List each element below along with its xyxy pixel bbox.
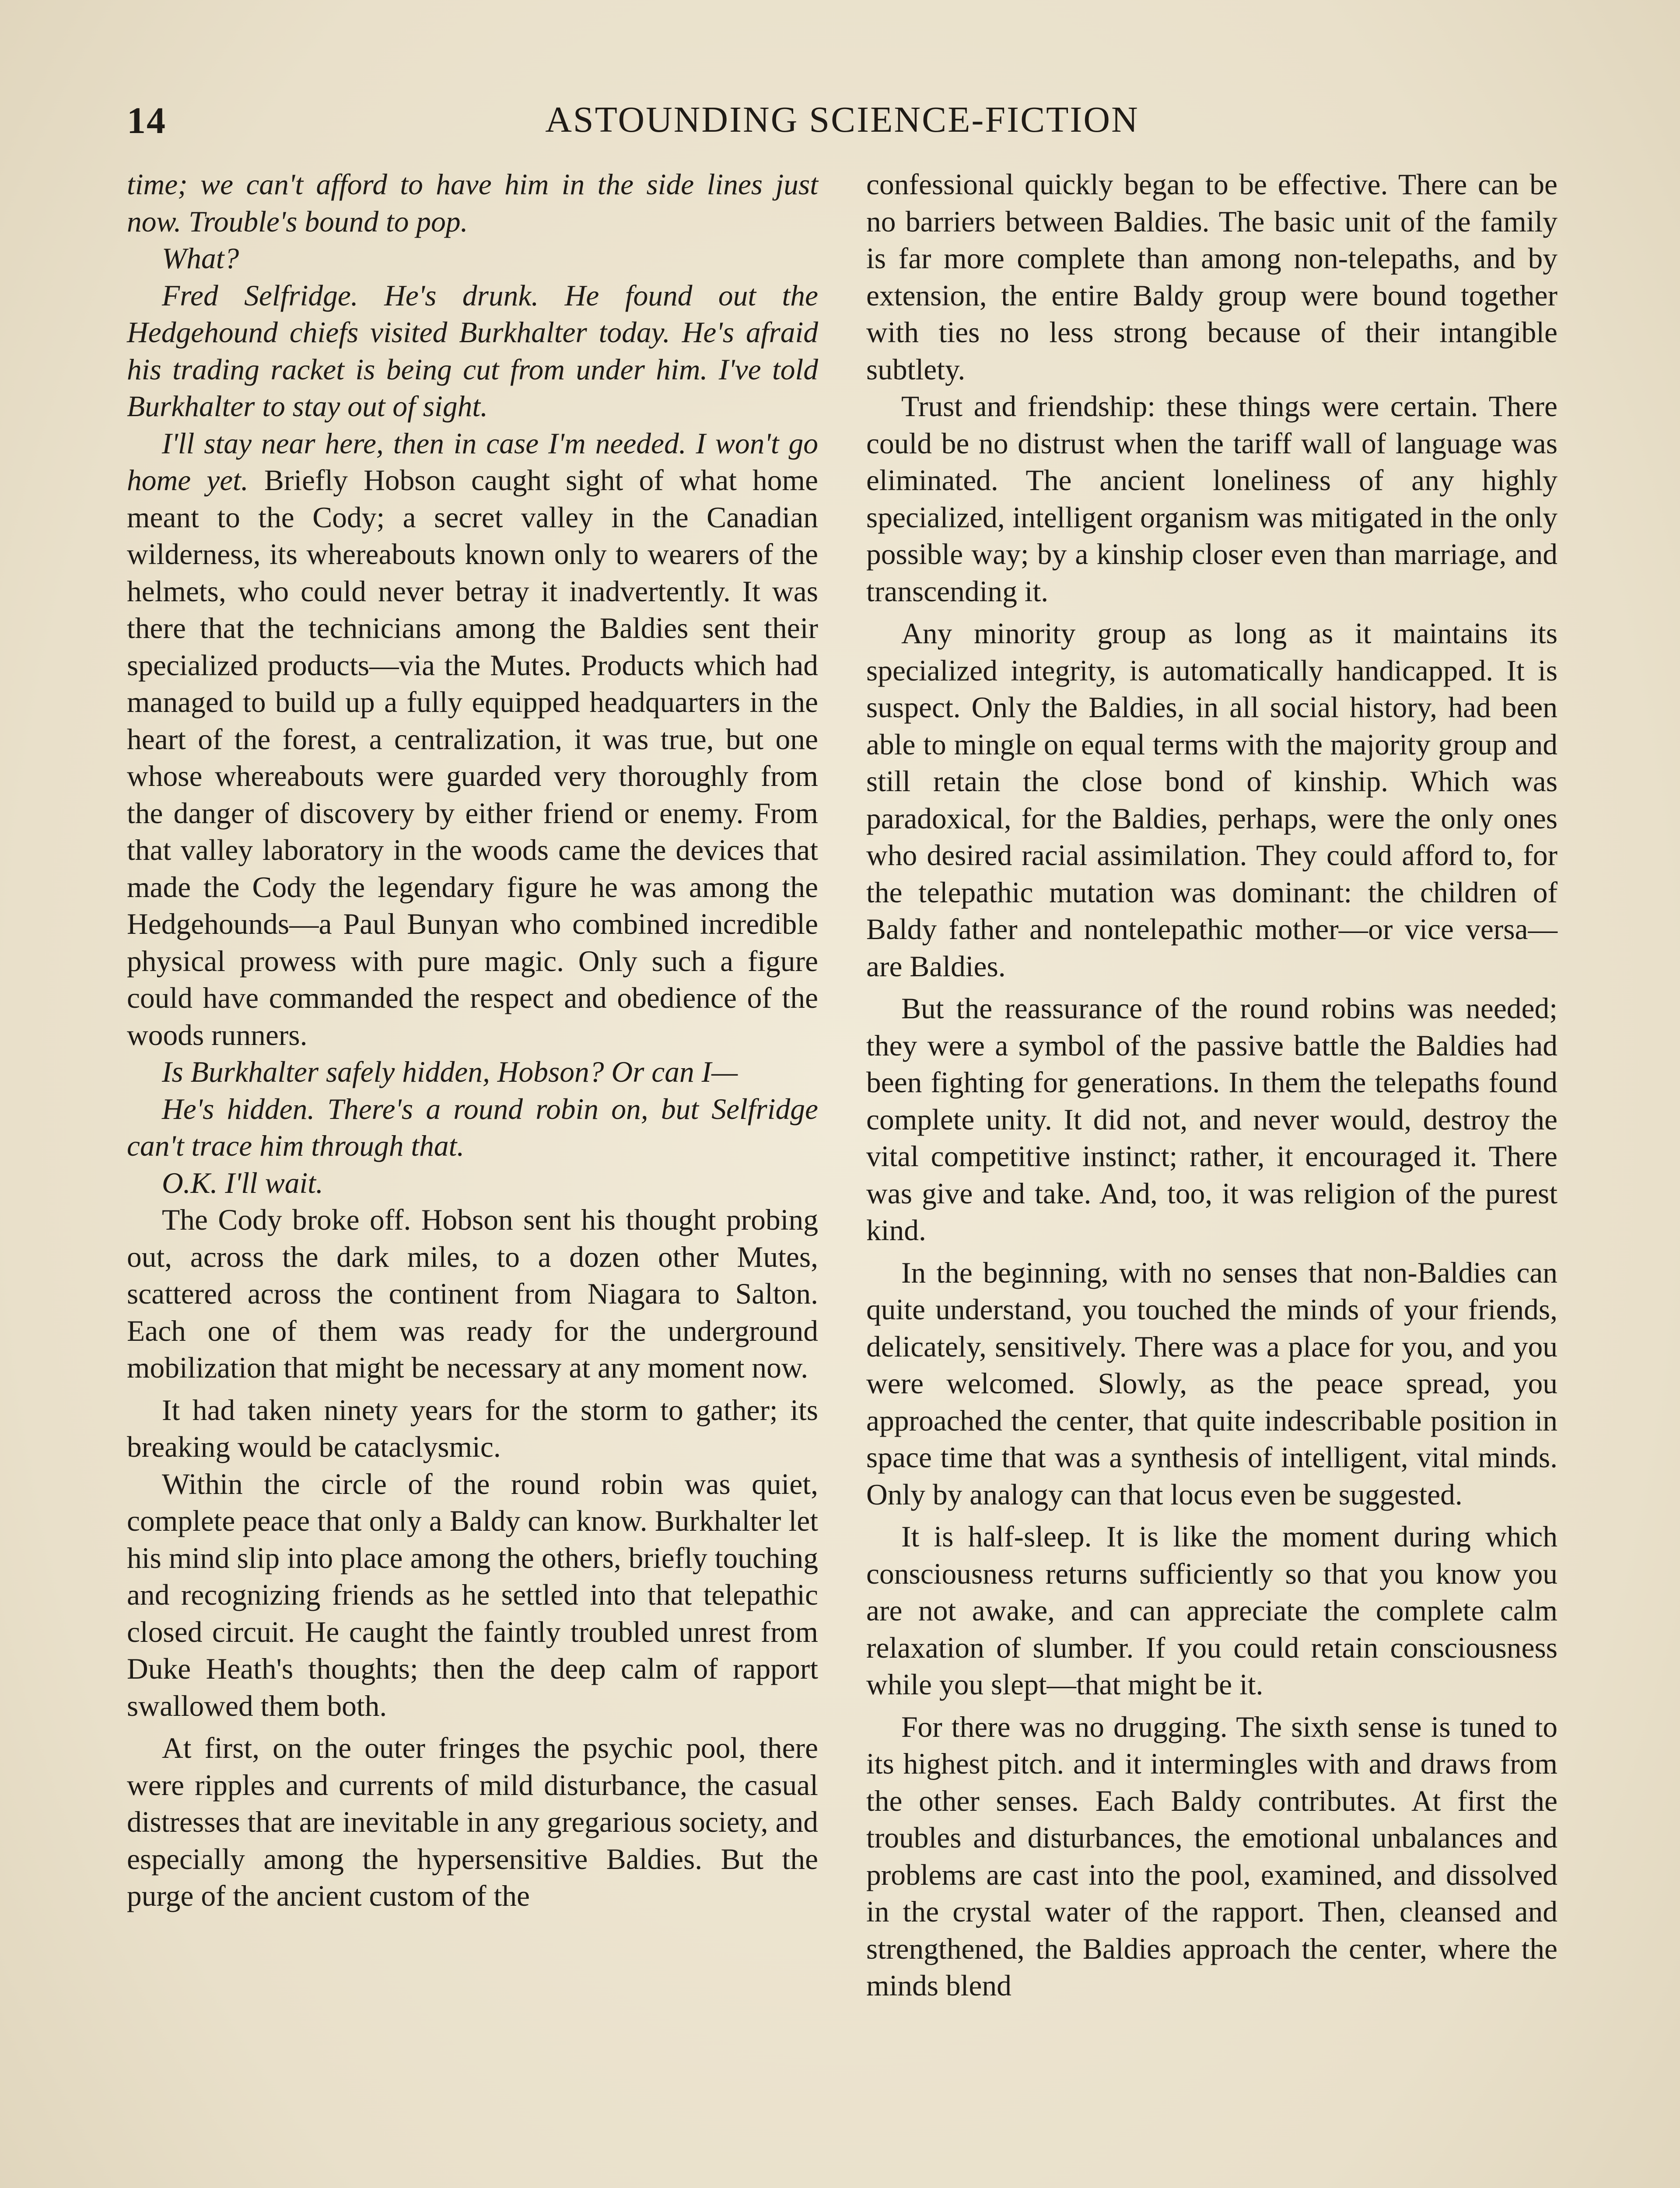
- running-title: ASTOUNDING SCIENCE-FICTION: [545, 99, 1139, 140]
- roman-text: Briefly Hobson caught sight of what home meant to the Cody; a secret valley in the Canadian wilderness, its whereabouts known only to wearers of the helmets, who could never betray it inadvertently. It was there that the technicians among the Baldies sent their specialized products—via the Mutes. Products which had managed to build up a fully equipped headquarters in the heart of the forest, a centralization, it was true, but one whose whereabouts were guarded very thoroughly from the danger of discovery by either friend or enemy. From that valley laboratory in the woods came the devices that made the Cody the legendary figure he was among the Hedgehounds—a Paul Bunyan who combined incredible physical prowess with pure magic. Only such a figure could have commanded the respect and obedience of the woods runners.: [127, 464, 818, 1052]
- right-column: [866, 166, 1558, 2005]
- paragraph: [127, 166, 818, 240]
- paragraph: [127, 425, 818, 1054]
- paragraph: confessional quickly began to be effective. There can be no barriers between Baldies. The basic unit of the family is far more complete than among non-telepaths, and by extension, the entire Baldy group were bound together with ties no less strong because of their intangible subtlety.: [866, 168, 1558, 386]
- paragraph: [127, 1054, 818, 1091]
- roman-text: Within the circle of the round robin was quiet, complete peace that only a Baldy can know. Burkhalter let his mind slip into place among the others, briefly touching and recognizing friends as he settled into that telepathic closed circuit. He caught the faintly troubled unrest from Duke Heath's thoughts; then the deep calm of rapport swallowed them both.: [127, 1467, 818, 1722]
- paragraph: Trust and friendship: these things were certain. There could be no distrust when the tariff wall of language was eliminated. The ancient loneliness of any highly specialized, intelligent organism was mitigated in the only possible way; by a kinship closer even than marriage, and transcending it.: [866, 390, 1558, 608]
- italic-text: Is Burkhalter safely hidden, Hobson? Or can I—: [162, 1055, 738, 1088]
- page-header: [127, 98, 1558, 151]
- paragraph: [127, 1202, 818, 1387]
- page-number: 14: [127, 99, 166, 141]
- paragraph: [127, 1091, 818, 1165]
- italic-text: time; we can't afford to have him in the side lines just now. Trouble's bound to pop.: [127, 168, 818, 238]
- italic-text: O.K. I'll wait.: [162, 1166, 323, 1199]
- italic-text: What?: [162, 242, 239, 275]
- italic-text: I'll stay near here, then in case I'm needed. I won't go home yet.: [127, 427, 818, 497]
- left-column: [127, 166, 818, 1915]
- paragraph: [127, 277, 818, 425]
- paragraph: [127, 1392, 818, 1466]
- roman-text: The Cody broke off. Hobson sent his thought probing out, across the dark miles, to a dozen other Mutes, scattered across the continent from Niagara to Salton. Each one of them was ready for the underground mobilization that might be necessary at any moment now.: [127, 1203, 818, 1384]
- paragraph: [127, 1466, 818, 1725]
- paragraph: But the reassurance of the round robins was needed; they were a symbol of the passive battle the Baldies had been fighting for generations. In them the telepaths found complete unity. It did not, and never would, destroy the vital competitive instinct; rather, it encouraged it. There was give and take. And, too, it was religion of the purest kind.: [866, 992, 1558, 1247]
- italic-text: Fred Selfridge. He's drunk. He found out the Hedgehound chiefs visited Burkhalter today. He's afraid his trading racket is being cut from under him. I've told Burkhalter to stay out of sight.: [127, 279, 818, 423]
- paragraph: In the beginning, with no senses that non-Baldies can quite understand, you touched the minds of your friends, delicately, sensitively. There was a place for you, and you were welcomed. Slowly, as the peace spread, you approached the center, that quite indescribable position in space time that was a synthesis of intelligent, vital minds. Only by analogy can that locus even be suggested.: [866, 1256, 1558, 1511]
- roman-text: At first, on the outer fringes the psychic pool, there were ripples and currents of mild disturbance, the casual distresses that are inevitable in any gregarious society, and especially among the hypersensitive Baldies. But the purge of the ancient custom of the: [127, 1732, 818, 1912]
- paragraph: [127, 240, 818, 277]
- italic-text: He's hidden. There's a round robin on, but Selfridge can't trace him through that.: [127, 1092, 818, 1162]
- paragraph: [127, 1165, 818, 1202]
- paragraph: Any minority group as long as it maintains its specialized integrity, is automatically handicapped. It is suspect. Only the Baldies, in all social history, had been able to mingle on equal terms with the majority group and still retain the close bond of kinship. Which was paradoxical, for the Baldies, perhaps, were the only ones who desired racial assimilation. They could afford to, for the telepathic mutation was dominant: the children of Baldy father and nontelepathic mother—or vice versa—are Baldies.: [866, 617, 1558, 983]
- paragraph: [127, 1730, 818, 1915]
- roman-text: It had taken ninety years for the storm to gather; its breaking would be cataclysmic.: [127, 1393, 818, 1463]
- paragraph: It is half-sleep. It is like the moment during which consciousness returns sufficiently so that you know you are not awake, and can appreciate the complete calm relaxation of slumber. If you could retain consciousness while you slept—that might be it.: [866, 1520, 1558, 1701]
- paragraph: For there was no drugging. The sixth sense is tuned to its highest pitch. and it intermingles with and draws from the other senses. Each Baldy contributes. At first the troubles and disturbances, the emotional unbalances and problems are cast into the pool, examined, and dissolved in the crystal water of the rapport. Then, cleansed and strengthened, the Baldies approach the center, where the minds blend: [866, 1710, 1558, 2002]
